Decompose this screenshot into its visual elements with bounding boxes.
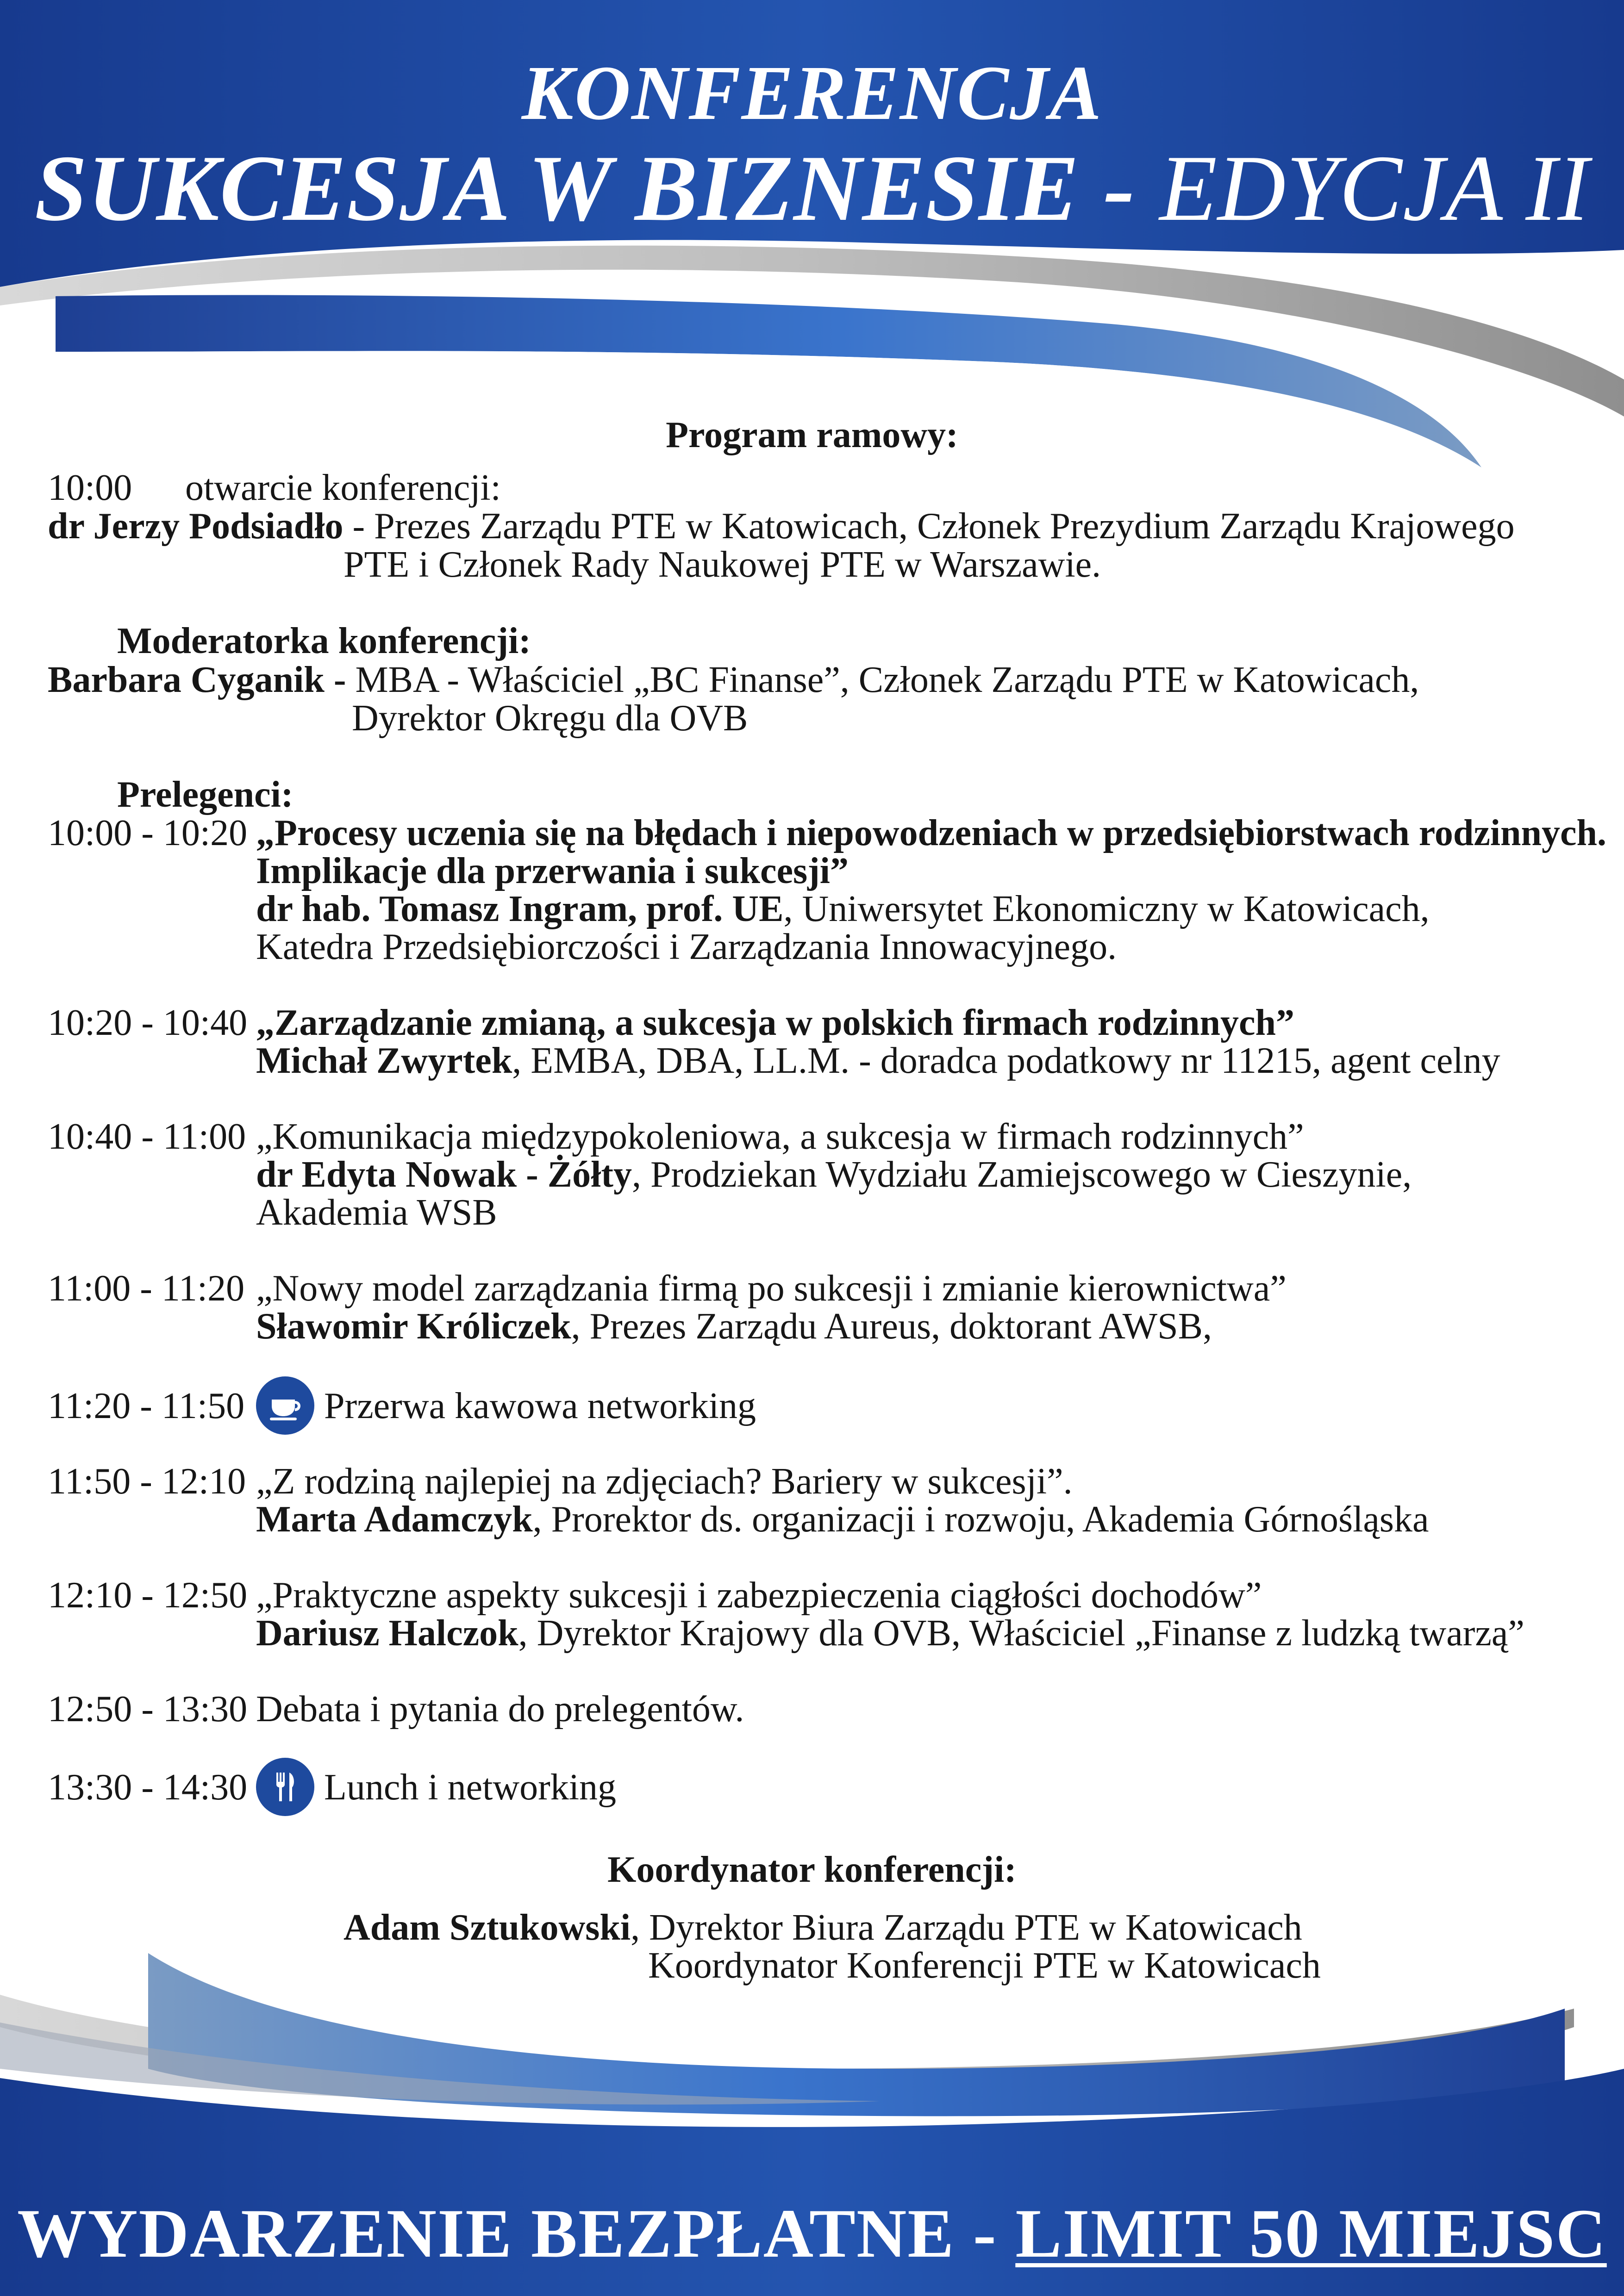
- session-2-speaker: Michał Zwyrtek: [256, 1040, 512, 1081]
- session-6-title: „Z rodziną najlepiej na zdjęciach? Bariery w sukcesji”.: [256, 1461, 1073, 1502]
- footer-banner: [0, 2194, 1624, 2273]
- coordinator-name: Adam Sztukowski: [344, 1907, 631, 1948]
- session-7-affil: , Dyrektor Krajowy dla OVB, Właściciel „Finanse z ludzką twarzą”: [518, 1613, 1524, 1654]
- speakers-heading: Prelegenci:: [117, 774, 294, 815]
- session-3-title: „Komunikacja międzypokoleniowa, a sukcesja w firmach rodzinnych”: [256, 1116, 1304, 1157]
- session-7-speaker: Dariusz Halczok: [256, 1613, 518, 1654]
- debate-time: 12:50 - 13:30: [48, 1689, 248, 1730]
- moderator-line: [48, 660, 1419, 700]
- session-6-affil: , Prorektor ds. organizacji i rozwoju, Akademia Górnośląska: [532, 1499, 1429, 1540]
- coordinator-desc-1: , Dyrektor Biura Zarządu PTE w Katowicach: [631, 1907, 1302, 1948]
- opening-line: [48, 507, 1515, 546]
- footer-free-event: WYDARZENIE BEZPŁATNE -: [17, 2195, 1016, 2272]
- session-7-time: 12:10 - 12:50: [48, 1575, 248, 1616]
- footer-limit: LIMIT 50 MIEJSC: [1015, 2195, 1607, 2272]
- session-1-time: 10:00 - 10:20: [48, 813, 248, 853]
- session-3-affil-2: Akademia WSB: [256, 1192, 497, 1233]
- session-4-speaker: Sławomir Króliczek: [256, 1306, 571, 1347]
- header-title-main: SUKCESJA W BIZNESIE -: [34, 136, 1160, 241]
- session-4-time: 11:00 - 11:20: [48, 1268, 245, 1309]
- lunch-label: Lunch i networking: [324, 1767, 616, 1808]
- session-7-speaker-line: [256, 1614, 1524, 1653]
- fork-knife-icon: [256, 1758, 314, 1816]
- session-6-speaker-line: [256, 1500, 1429, 1539]
- session-2-title: „Zarządzanie zmianą, a sukcesja w polskich firmach rodzinnych”: [256, 1002, 1295, 1043]
- opening-time: 10:00: [48, 467, 132, 508]
- session-1-speaker: dr hab. Tomasz Ingram, prof. UE: [256, 889, 784, 929]
- session-6-time: 11:50 - 12:10: [48, 1461, 246, 1502]
- lunch-time: 13:30 - 14:30: [48, 1767, 248, 1808]
- moderator-desc-1: MBA - Właściciel „BC Finanse”, Członek Zarządu PTE w Katowicach,: [355, 660, 1419, 700]
- header-konferencja: KONFERENCJA: [521, 50, 1103, 136]
- moderator-heading: Moderatorka konferencji:: [117, 621, 531, 661]
- session-2-time: 10:20 - 10:40: [48, 1002, 248, 1043]
- program-title: Program ramowy:: [666, 415, 958, 455]
- session-1-affil-2: Katedra Przedsiębiorczości i Zarządzania Innowacyjnego.: [256, 927, 1117, 967]
- opening-speaker: dr Jerzy Podsiadło: [48, 506, 344, 547]
- coordinator-desc-2: Koordynator Konferencji PTE w Katowicach: [648, 1945, 1321, 1986]
- break-time: 11:20 - 11:50: [48, 1386, 245, 1426]
- session-3-time: 10:40 - 11:00: [48, 1116, 246, 1157]
- session-4-title: „Nowy model zarządzania firmą po sukcesji i zmianie kierownictwa”: [256, 1268, 1287, 1309]
- session-1-speaker-line: [256, 890, 1430, 929]
- opening-desc-1: - Prezes Zarządu PTE w Katowicach, Członek Prezydium Zarządu Krajowego: [343, 506, 1515, 547]
- coffee-cup-icon: [256, 1376, 314, 1435]
- session-3-speaker-line: [256, 1155, 1412, 1195]
- break-label: Przerwa kawowa networking: [324, 1386, 756, 1426]
- session-2-affil: , EMBA, DBA, LL.M. - doradca podatkowy nr 11215, agent celny: [512, 1040, 1500, 1081]
- opening-desc-2: PTE i Członek Rady Naukowej PTE w Warszawie.: [344, 544, 1101, 585]
- session-7-title: „Praktyczne aspekty sukcesji i zabezpieczenia ciągłości dochodów”: [256, 1575, 1262, 1616]
- session-4-speaker-line: [256, 1307, 1212, 1346]
- header-title: [0, 134, 1624, 243]
- coordinator-heading: Koordynator konferencji:: [607, 1849, 1017, 1890]
- session-3-affil-1: , Prodziekan Wydziału Zamiejscowego w Cieszynie,: [631, 1154, 1412, 1195]
- moderator-desc-2: Dyrektor Okręgu dla OVB: [352, 698, 748, 739]
- session-1-affil-1: , Uniwersytet Ekonomiczny w Katowicach,: [783, 889, 1430, 929]
- session-3-speaker: dr Edyta Nowak - Żółty: [256, 1154, 632, 1195]
- session-1-title-1: „Procesy uczenia się na błędach i niepowodzeniach w przedsiębiorstwach rodzinnych.: [256, 813, 1607, 853]
- session-1-title-2: Implikacje dla przerwania i sukcesji”: [256, 851, 849, 891]
- coordinator-line: [344, 1908, 1302, 1948]
- session-6-speaker: Marta Adamczyk: [256, 1499, 533, 1540]
- opening-label: otwarcie konferencji:: [185, 467, 501, 508]
- moderator-name: Barbara Cyganik -: [48, 660, 356, 700]
- session-4-affil: , Prezes Zarządu Aureus, doktorant AWSB,: [571, 1306, 1212, 1347]
- header-title-edition: EDYCJA II: [1159, 136, 1590, 241]
- debate-label: Debata i pytania do prelegentów.: [256, 1689, 744, 1730]
- session-2-speaker-line: [256, 1041, 1500, 1081]
